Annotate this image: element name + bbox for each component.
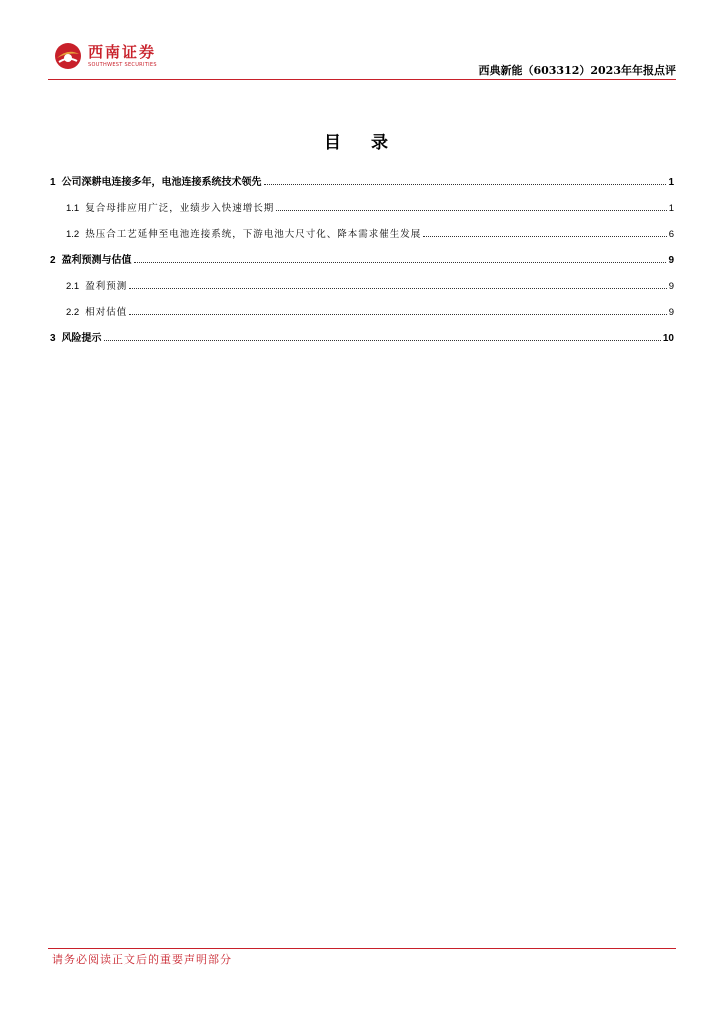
page-header	[48, 40, 676, 80]
toc-entry-page: 1	[668, 203, 674, 214]
toc-entry-text: 相对估值	[85, 307, 128, 318]
toc-leader-dots	[104, 340, 661, 341]
southwest-securities-logo-icon	[54, 42, 82, 70]
toc-leader-dots	[423, 236, 666, 237]
toc-entry-page: 1	[668, 177, 674, 188]
toc-entry-page: 9	[668, 307, 674, 318]
toc-entry-1-1[interactable]	[50, 196, 674, 214]
toc-entry-text: 风险提示	[61, 333, 102, 344]
toc-title: 目 录	[324, 133, 400, 153]
toc-entry-text: 公司深耕电连接多年，电池连接系统技术领先	[61, 177, 262, 188]
report-title: 西典新能（603312）2023年年报点评	[478, 64, 676, 77]
toc-entry-number: 2	[50, 255, 56, 266]
company-logo	[54, 42, 157, 70]
toc-leader-dots	[129, 314, 666, 315]
toc-entry-number: 1.1	[66, 203, 80, 214]
toc-leader-dots	[134, 262, 667, 263]
toc-entry-number: 1	[50, 177, 56, 188]
toc-entry-1[interactable]	[50, 170, 674, 188]
toc-entry-page: 10	[662, 333, 674, 344]
toc-leader-dots	[129, 288, 666, 289]
toc-entry-number: 2.2	[66, 307, 80, 318]
toc-entry-2-1[interactable]	[50, 274, 674, 292]
toc-entry-3[interactable]	[50, 326, 674, 344]
toc-entry-text: 盈利预测与估值	[61, 255, 132, 266]
logo-chinese-name: 西南证券	[88, 43, 157, 61]
toc-entry-2-2[interactable]	[50, 300, 674, 318]
toc-leader-dots	[264, 184, 667, 185]
logo-english-name: SOUTHWEST SECURITIES	[88, 62, 157, 68]
footer-disclaimer: 请务必阅读正文后的重要声明部分	[52, 953, 232, 966]
toc-leader-dots	[276, 210, 666, 211]
toc-entry-page: 9	[668, 255, 674, 266]
toc-entry-1-2[interactable]	[50, 222, 674, 240]
toc-entry-text: 热压合工艺延伸至电池连接系统，下游电池大尺寸化、降本需求催生发展	[85, 229, 422, 240]
toc-entry-number: 3	[50, 333, 56, 344]
toc-entry-number: 1.2	[66, 229, 80, 240]
header-divider	[48, 79, 676, 80]
toc-entry-text: 盈利预测	[85, 281, 128, 292]
toc-entry-2[interactable]	[50, 248, 674, 266]
toc-entry-text: 复合母排应用广泛，业绩步入快速增长期	[85, 203, 275, 214]
toc-entry-page: 6	[668, 229, 674, 240]
toc-entry-number: 2.1	[66, 281, 80, 292]
footer-divider	[48, 948, 676, 949]
toc-entry-page: 9	[668, 281, 674, 292]
